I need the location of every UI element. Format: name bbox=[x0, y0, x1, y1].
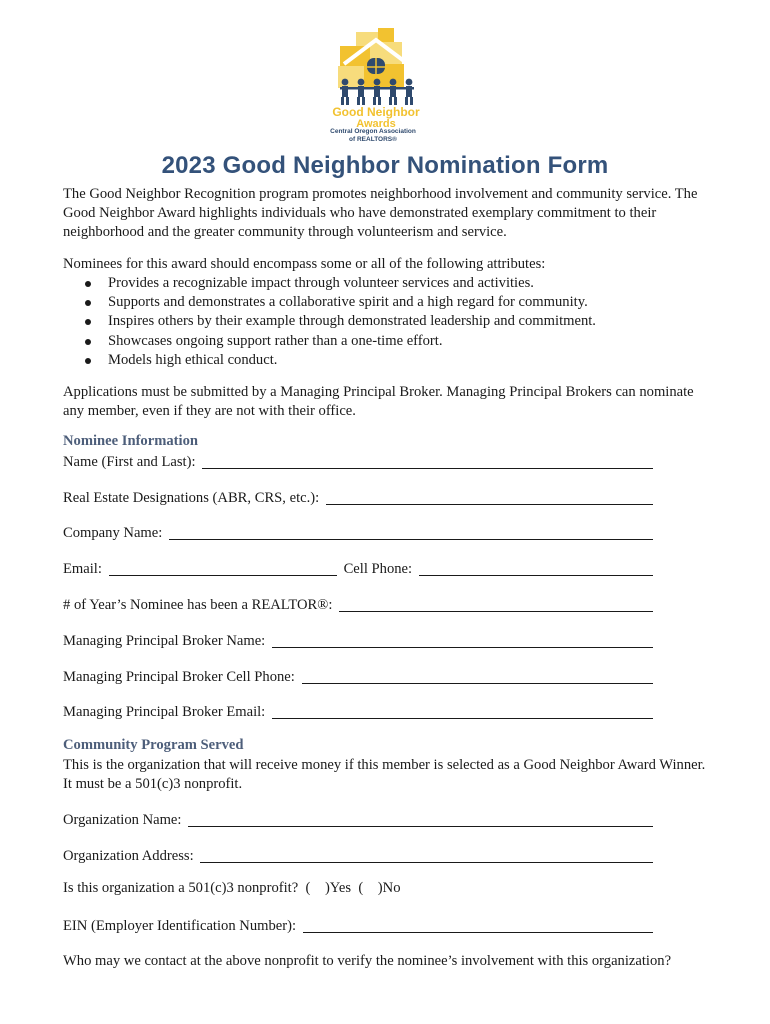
field-label: Managing Principal Broker Cell Phone: bbox=[63, 669, 299, 685]
mpb-cell-input[interactable] bbox=[302, 669, 654, 684]
years-realtor-input[interactable] bbox=[339, 597, 653, 612]
community-description: This is the organization that will receive money if this member is selected as a Good Neighbor Award Winner. It must be a 501(c)3 nonprofit. bbox=[63, 757, 706, 792]
field-label: Organization Name: bbox=[63, 812, 186, 828]
list-item bbox=[63, 332, 703, 351]
designations-field bbox=[63, 487, 653, 507]
field-label: EIN (Employer Identification Number): bbox=[63, 918, 300, 934]
bullet-icon bbox=[85, 319, 91, 325]
logo-text-line2: Awards bbox=[356, 118, 396, 130]
logo-tagline: Central Oregon Association of REALTORS® bbox=[330, 128, 416, 143]
field-label: Email: bbox=[63, 561, 106, 577]
list-item bbox=[63, 351, 703, 370]
attribute-text: Provides a recognizable impact through volunteer services and activities. bbox=[108, 275, 534, 291]
ein-field bbox=[63, 915, 653, 935]
nominee-name-input[interactable] bbox=[202, 454, 653, 469]
field-label: Cell Phone: bbox=[343, 561, 416, 577]
bullet-icon bbox=[85, 339, 91, 345]
attribute-text: Supports and demonstrates a collaborative spirit and a high regard for community. bbox=[108, 294, 588, 311]
field-label: Name (First and Last): bbox=[63, 454, 200, 470]
intro-paragraph: The Good Neighbor Recognition program promotes neighborhood involvement and community service. The Good Neighbor Award highlights individuals who have demonstrated exemplary commitment to their neighborhood and the greater community through volunteerism and service. bbox=[63, 186, 698, 240]
ein-input[interactable] bbox=[303, 918, 653, 933]
designations-input[interactable] bbox=[326, 490, 653, 505]
field-label: Managing Principal Broker Name: bbox=[63, 633, 269, 649]
attribute-text: Showcases ongoing support rather than a one-time effort. bbox=[108, 332, 443, 349]
company-name-input[interactable] bbox=[169, 525, 653, 540]
bullet-icon bbox=[85, 300, 91, 306]
org-address-input[interactable] bbox=[200, 848, 653, 863]
field-label: Real Estate Designations (ABR, CRS, etc.): bbox=[63, 490, 323, 506]
cell-phone-input[interactable] bbox=[419, 561, 653, 576]
attribute-text: Models high ethical conduct. bbox=[108, 351, 278, 368]
org-address-field bbox=[63, 845, 653, 865]
nonprofit-question[interactable]: Is this organization a 501(c)3 nonprofit? ( )Yes ( )No bbox=[63, 880, 401, 896]
email-cell-field bbox=[63, 558, 653, 578]
nominees-intro: Nominees for this award should encompass some or all of the following attributes: bbox=[63, 256, 546, 272]
field-label: # of Year’s Nominee has been a REALTOR®: bbox=[63, 597, 337, 613]
field-label: Managing Principal Broker Email: bbox=[63, 704, 269, 720]
attribute-text: Inspires others by their example through demonstrated leadership and commitment. bbox=[108, 313, 596, 330]
list-item bbox=[63, 312, 703, 331]
mpb-name-input[interactable] bbox=[272, 633, 653, 648]
mpb-name-field bbox=[63, 630, 653, 650]
applications-note: Applications must be submitted by a Managing Principal Broker. Managing Principal Brokers can nominate any member, even if they are not with their office. bbox=[63, 384, 694, 419]
nominee-name-field bbox=[63, 451, 653, 471]
bullet-icon bbox=[85, 281, 91, 287]
field-label: Company Name: bbox=[63, 525, 166, 541]
company-name-field bbox=[63, 522, 653, 542]
attributes-list bbox=[63, 274, 703, 370]
email-input[interactable] bbox=[109, 561, 337, 576]
org-name-input[interactable] bbox=[188, 812, 653, 827]
contact-question: Who may we contact at the above nonprofit to verify the nominee’s involvement with this organization? bbox=[63, 953, 672, 969]
bullet-icon bbox=[85, 358, 91, 364]
page-title: 2023 Good Neighbor Nomination Form bbox=[161, 152, 609, 179]
mpb-email-field bbox=[63, 701, 653, 721]
logo-text-line1: Good Neighbor bbox=[332, 105, 420, 119]
list-item bbox=[63, 274, 703, 293]
org-name-field bbox=[63, 809, 653, 829]
nominee-information-heading: Nominee Information bbox=[63, 433, 198, 449]
field-label: Organization Address: bbox=[63, 848, 198, 864]
years-realtor-field bbox=[63, 594, 653, 614]
list-item bbox=[63, 293, 703, 312]
community-program-heading: Community Program Served bbox=[63, 737, 244, 753]
mpb-email-input[interactable] bbox=[272, 704, 653, 719]
mpb-cell-field bbox=[63, 666, 653, 686]
